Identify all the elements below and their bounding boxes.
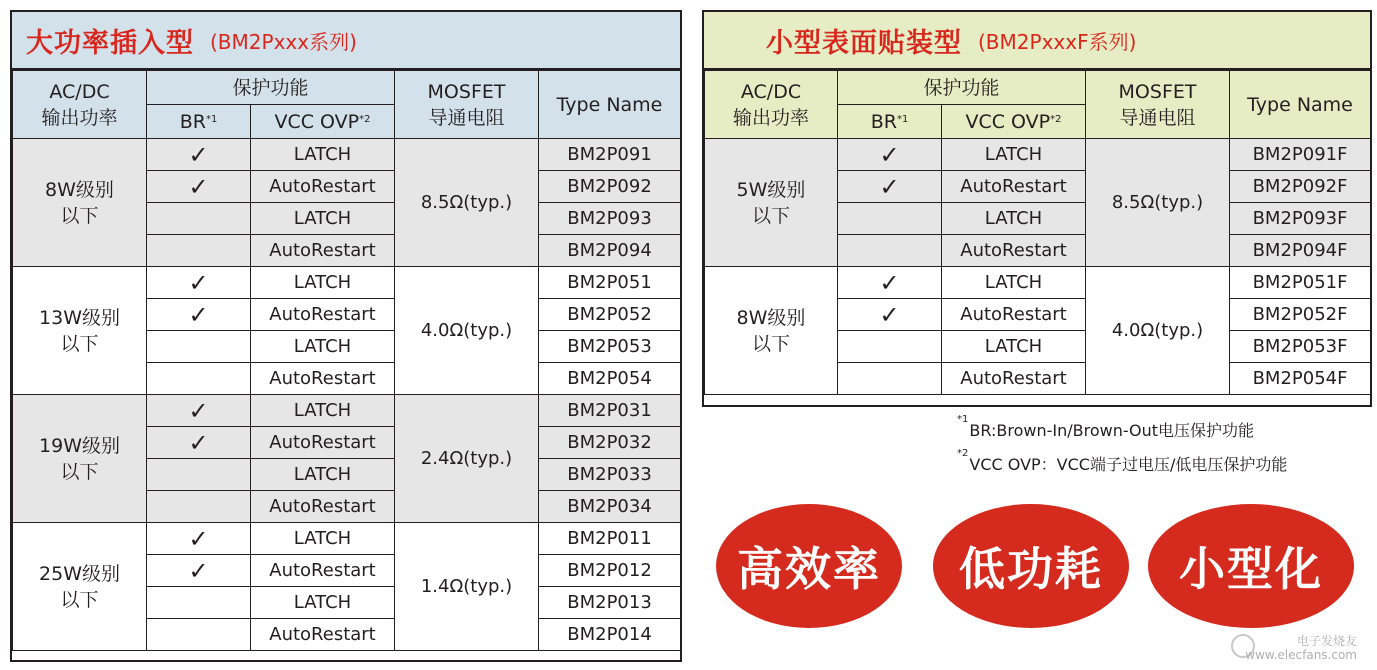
header-mosfet-line2: 导通电阻 bbox=[1119, 106, 1196, 129]
output-power-cell bbox=[13, 139, 147, 267]
output-power-line2: 以下 bbox=[751, 332, 790, 355]
resistance-cell: 1.4Ω(typ.) bbox=[395, 523, 539, 651]
type-name-cell: BM2P034 bbox=[539, 491, 681, 523]
footnote-br-mark: *1 bbox=[957, 414, 969, 425]
br-cell bbox=[147, 459, 251, 491]
header-br bbox=[838, 105, 942, 139]
watermark-line2: www.elecfans.com bbox=[1245, 648, 1357, 662]
footnote-br-text: BR:Brown-In/Brown-Out电压保护功能 bbox=[969, 421, 1255, 440]
type-name-cell: BM2P013 bbox=[539, 587, 681, 619]
br-cell bbox=[147, 363, 251, 395]
footnote-vcc-mark: *2 bbox=[957, 448, 969, 459]
vcc-ovp-cell: LATCH bbox=[942, 203, 1086, 235]
br-cell bbox=[838, 203, 942, 235]
br-cell bbox=[147, 235, 251, 267]
output-power-line2: 以下 bbox=[60, 332, 99, 355]
vcc-ovp-cell: AutoRestart bbox=[942, 363, 1086, 395]
br-cell bbox=[147, 331, 251, 363]
vcc-ovp-cell: LATCH bbox=[251, 395, 395, 427]
table-row bbox=[13, 139, 681, 171]
badge-high-efficiency: 高效率 bbox=[716, 504, 902, 628]
right-panel-title: 小型表面贴装型 bbox=[766, 27, 962, 59]
type-name-cell: BM2P051 bbox=[539, 267, 681, 299]
check-icon: ✓ bbox=[147, 523, 251, 555]
footnote-vcc-text: VCC OVP：VCC端子过电压/低电压保护功能 bbox=[969, 455, 1288, 474]
header-br-footnote-mark: *1 bbox=[896, 113, 909, 125]
vcc-ovp-cell: LATCH bbox=[251, 459, 395, 491]
type-name-cell: BM2P014 bbox=[539, 619, 681, 651]
type-name-cell: BM2P053 bbox=[539, 331, 681, 363]
header-br-footnote-mark: *1 bbox=[205, 113, 218, 125]
header-mosfet-line1: MOSFET bbox=[1118, 80, 1197, 103]
vcc-ovp-cell: LATCH bbox=[251, 139, 395, 171]
output-power-cell bbox=[13, 395, 147, 523]
right-spec-table bbox=[704, 70, 1371, 395]
output-power-line1: 13W级别 bbox=[39, 306, 120, 329]
br-cell bbox=[838, 363, 942, 395]
table-row bbox=[13, 523, 681, 555]
check-icon: ✓ bbox=[147, 555, 251, 587]
vcc-ovp-cell: LATCH bbox=[251, 587, 395, 619]
type-name-cell: BM2P031 bbox=[539, 395, 681, 427]
check-icon: ✓ bbox=[147, 139, 251, 171]
left-spec-table bbox=[12, 70, 681, 651]
output-power-line1: 8W级别 bbox=[45, 178, 114, 201]
header-mosfet bbox=[395, 71, 539, 139]
type-name-cell: BM2P092F bbox=[1230, 171, 1371, 203]
vcc-ovp-cell: AutoRestart bbox=[251, 491, 395, 523]
type-name-cell: BM2P012 bbox=[539, 555, 681, 587]
resistance-cell: 2.4Ω(typ.) bbox=[395, 395, 539, 523]
right-panel-title-bar bbox=[704, 12, 1370, 70]
type-name-cell: BM2P032 bbox=[539, 427, 681, 459]
header-vcc-ovp-label: VCC OVP bbox=[274, 110, 360, 133]
header-br-label: BR bbox=[179, 110, 206, 133]
header-output-power-line1: AC/DC bbox=[49, 80, 110, 103]
type-name-cell: BM2P053F bbox=[1230, 331, 1371, 363]
type-name-cell: BM2P052F bbox=[1230, 299, 1371, 331]
br-cell bbox=[838, 331, 942, 363]
header-br-label: BR bbox=[870, 110, 897, 133]
check-icon: ✓ bbox=[147, 267, 251, 299]
table-row bbox=[13, 267, 681, 299]
vcc-ovp-cell: LATCH bbox=[251, 203, 395, 235]
vcc-ovp-cell: LATCH bbox=[251, 331, 395, 363]
table-row bbox=[13, 395, 681, 427]
br-cell bbox=[147, 619, 251, 651]
watermark-line1: 电子发烧友 bbox=[1296, 634, 1357, 648]
vcc-ovp-cell: LATCH bbox=[251, 523, 395, 555]
vcc-ovp-cell: AutoRestart bbox=[251, 171, 395, 203]
type-name-cell: BM2P092 bbox=[539, 171, 681, 203]
header-protection: 保护功能 bbox=[838, 71, 1086, 105]
br-cell bbox=[147, 491, 251, 523]
vcc-ovp-cell: AutoRestart bbox=[251, 235, 395, 267]
table-row bbox=[705, 267, 1371, 299]
footnote-vcc bbox=[957, 448, 1288, 475]
type-name-cell: BM2P052 bbox=[539, 299, 681, 331]
left-table-body bbox=[13, 139, 681, 651]
vcc-ovp-cell: LATCH bbox=[942, 139, 1086, 171]
header-output-power-line2: 输出功率 bbox=[41, 106, 118, 129]
check-icon: ✓ bbox=[838, 139, 942, 171]
header-vcc-ovp-label: VCC OVP bbox=[965, 110, 1051, 133]
type-name-cell: BM2P033 bbox=[539, 459, 681, 491]
header-vcc-ovp bbox=[942, 105, 1086, 139]
output-power-line2: 以下 bbox=[60, 204, 99, 227]
header-vcc-footnote-mark: *2 bbox=[359, 113, 371, 125]
br-cell bbox=[838, 235, 942, 267]
check-icon: ✓ bbox=[147, 395, 251, 427]
vcc-ovp-cell: AutoRestart bbox=[251, 427, 395, 459]
watermark bbox=[1245, 634, 1357, 662]
header-mosfet-line1: MOSFET bbox=[427, 80, 506, 103]
output-power-cell bbox=[13, 523, 147, 651]
type-name-cell: BM2P094 bbox=[539, 235, 681, 267]
check-icon: ✓ bbox=[147, 171, 251, 203]
resistance-cell: 4.0Ω(typ.) bbox=[1086, 267, 1230, 395]
output-power-line1: 8W级别 bbox=[736, 306, 806, 329]
badge-low-power: 低功耗 bbox=[933, 504, 1129, 628]
table-row bbox=[705, 139, 1371, 171]
check-icon: ✓ bbox=[147, 427, 251, 459]
header-vcc-ovp bbox=[251, 105, 395, 139]
type-name-cell: BM2P094F bbox=[1230, 235, 1371, 267]
header-output-power-line1: AC/DC bbox=[740, 80, 802, 103]
vcc-ovp-cell: LATCH bbox=[251, 267, 395, 299]
right-panel-subtitle: (BM2PxxxF系列) bbox=[978, 29, 1137, 54]
output-power-line1: 19W级别 bbox=[39, 434, 120, 457]
header-output-power-line2: 输出功率 bbox=[732, 106, 809, 129]
output-power-cell bbox=[705, 139, 838, 267]
vcc-ovp-cell: AutoRestart bbox=[251, 555, 395, 587]
vcc-ovp-cell: LATCH bbox=[942, 331, 1086, 363]
check-icon: ✓ bbox=[838, 299, 942, 331]
left-panel-title: 大功率插入型 bbox=[26, 27, 194, 59]
output-power-line2: 以下 bbox=[60, 588, 99, 611]
right-panel bbox=[702, 10, 1372, 407]
footnote-br bbox=[957, 414, 1255, 441]
check-icon: ✓ bbox=[838, 267, 942, 299]
type-name-cell: BM2P093F bbox=[1230, 203, 1371, 235]
vcc-ovp-cell: AutoRestart bbox=[942, 171, 1086, 203]
header-protection: 保护功能 bbox=[147, 71, 395, 105]
vcc-ovp-cell: AutoRestart bbox=[251, 363, 395, 395]
check-icon: ✓ bbox=[147, 299, 251, 331]
resistance-cell: 8.5Ω(typ.) bbox=[1086, 139, 1230, 267]
left-panel bbox=[10, 10, 682, 662]
left-table-header bbox=[13, 71, 681, 139]
type-name-cell: BM2P011 bbox=[539, 523, 681, 555]
resistance-cell: 8.5Ω(typ.) bbox=[395, 139, 539, 267]
output-power-line2: 以下 bbox=[751, 204, 790, 227]
vcc-ovp-cell: AutoRestart bbox=[251, 619, 395, 651]
header-type-name: Type Name bbox=[539, 71, 681, 139]
header-mosfet bbox=[1086, 71, 1230, 139]
right-table-body bbox=[705, 139, 1371, 395]
type-name-cell: BM2P051F bbox=[1230, 267, 1371, 299]
output-power-line1: 25W级别 bbox=[39, 562, 120, 585]
header-type-name: Type Name bbox=[1230, 71, 1371, 139]
type-name-cell: BM2P054 bbox=[539, 363, 681, 395]
header-output-power bbox=[13, 71, 147, 139]
output-power-line1: 5W级别 bbox=[736, 178, 806, 201]
left-panel-subtitle: (BM2Pxxx系列) bbox=[210, 29, 357, 54]
output-power-cell bbox=[13, 267, 147, 395]
type-name-cell: BM2P091 bbox=[539, 139, 681, 171]
header-mosfet-line2: 导通电阻 bbox=[428, 106, 505, 129]
output-power-cell bbox=[705, 267, 838, 395]
check-icon: ✓ bbox=[838, 171, 942, 203]
vcc-ovp-cell: AutoRestart bbox=[942, 235, 1086, 267]
header-output-power bbox=[705, 71, 838, 139]
type-name-cell: BM2P054F bbox=[1230, 363, 1371, 395]
br-cell bbox=[147, 203, 251, 235]
output-power-line2: 以下 bbox=[60, 460, 99, 483]
type-name-cell: BM2P093 bbox=[539, 203, 681, 235]
vcc-ovp-cell: AutoRestart bbox=[942, 299, 1086, 331]
vcc-ovp-cell: AutoRestart bbox=[251, 299, 395, 331]
header-vcc-footnote-mark: *2 bbox=[1050, 113, 1062, 125]
header-br bbox=[147, 105, 251, 139]
left-panel-title-bar bbox=[12, 12, 680, 70]
br-cell bbox=[147, 587, 251, 619]
vcc-ovp-cell: LATCH bbox=[942, 267, 1086, 299]
badge-compact: 小型化 bbox=[1148, 504, 1354, 628]
resistance-cell: 4.0Ω(typ.) bbox=[395, 267, 539, 395]
type-name-cell: BM2P091F bbox=[1230, 139, 1371, 171]
right-table-header bbox=[705, 71, 1371, 139]
